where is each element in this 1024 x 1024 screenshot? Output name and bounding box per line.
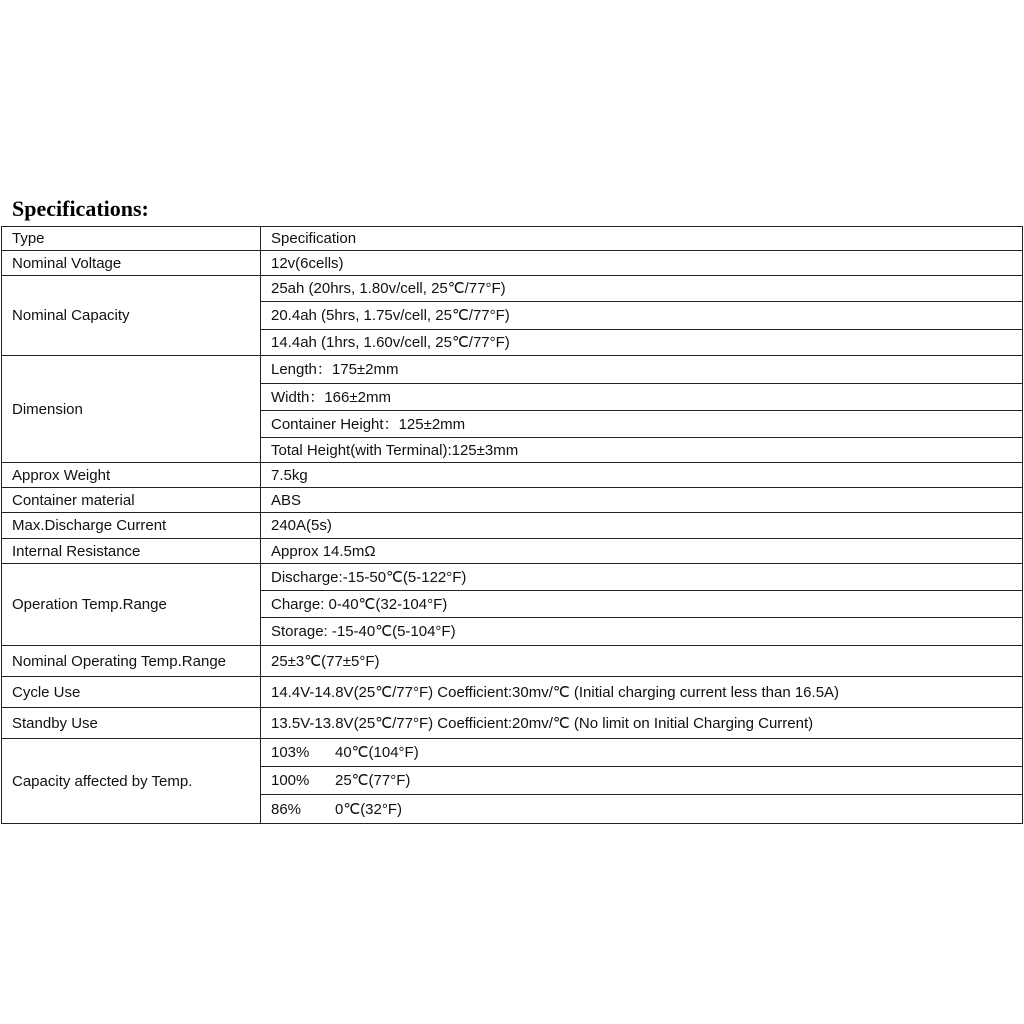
row-value: Container Height：125±2mm xyxy=(261,411,1023,438)
row-value: Total Height(with Terminal):125±3mm xyxy=(261,438,1023,463)
row-value: 20.4ah (5hrs, 1.75v/cell, 25℃/77°F) xyxy=(261,302,1023,330)
row-value: Length：175±2mm xyxy=(261,356,1023,384)
row-label: Container material xyxy=(2,488,261,513)
row-label: Operation Temp.Range xyxy=(2,564,261,646)
table-row xyxy=(2,356,1023,384)
row-label: Max.Discharge Current xyxy=(2,513,261,539)
row-label: Standby Use xyxy=(2,708,261,739)
table-row xyxy=(2,677,1023,708)
row-value: ABS xyxy=(261,488,1023,513)
row-value: 25±3℃(77±5°F) xyxy=(261,646,1023,677)
specifications-table xyxy=(1,226,1023,824)
row-label: Approx Weight xyxy=(2,463,261,488)
row-value: Approx 14.5mΩ xyxy=(261,539,1023,564)
row-value: 240A(5s) xyxy=(261,513,1023,539)
row-value: 14.4ah (1hrs, 1.60v/cell, 25℃/77°F) xyxy=(261,330,1023,356)
table-row xyxy=(2,251,1023,276)
header-specification: Specification xyxy=(261,227,1023,251)
row-value xyxy=(261,767,1023,795)
table-row xyxy=(2,739,1023,767)
row-label: Internal Resistance xyxy=(2,539,261,564)
table-row xyxy=(2,564,1023,591)
capacity-percent: 100% xyxy=(271,772,310,789)
capacity-temp: 25℃(77°F) xyxy=(335,772,411,789)
table-header-row xyxy=(2,227,1023,251)
page-title: Specifications: xyxy=(12,196,149,221)
row-value: 14.4V-14.8V(25℃/77°F) Coefficient:30mv/℃ (Initial charging current less than 16.5A) xyxy=(261,677,1023,708)
row-value: Storage: -15-40℃(5-104°F) xyxy=(261,618,1023,646)
capacity-percent: 103% xyxy=(271,744,310,761)
capacity-temp: 0℃(32°F) xyxy=(335,800,403,818)
table-row xyxy=(2,539,1023,564)
table-row xyxy=(2,646,1023,677)
row-label: Cycle Use xyxy=(2,677,261,708)
row-label: Nominal Capacity xyxy=(2,276,261,356)
table-row xyxy=(2,488,1023,513)
table-row xyxy=(2,276,1023,302)
row-value: Discharge:-15-50℃(5-122°F) xyxy=(261,564,1023,591)
row-value: 25ah (20hrs, 1.80v/cell, 25℃/77°F) xyxy=(261,276,1023,302)
row-value: Charge: 0-40℃(32-104°F) xyxy=(261,591,1023,618)
table-row xyxy=(2,463,1023,488)
row-value: 13.5V-13.8V(25℃/77°F) Coefficient:20mv/℃ (No limit on Initial Charging Current) xyxy=(261,708,1023,739)
row-value: 12v(6cells) xyxy=(261,251,1023,276)
row-label: Nominal Voltage xyxy=(2,251,261,276)
table-row xyxy=(2,513,1023,539)
row-value xyxy=(261,795,1023,824)
header-type: Type xyxy=(2,227,261,251)
row-label: Capacity affected by Temp. xyxy=(2,739,261,824)
capacity-temp: 40℃(104°F) xyxy=(335,744,419,761)
row-label: Nominal Operating Temp.Range xyxy=(2,646,261,677)
row-value: Width：166±2mm xyxy=(261,384,1023,411)
row-value: 7.5kg xyxy=(261,463,1023,488)
row-label: Dimension xyxy=(2,356,261,463)
table-row xyxy=(2,708,1023,739)
capacity-percent: 86% xyxy=(271,800,302,818)
row-value xyxy=(261,739,1023,767)
